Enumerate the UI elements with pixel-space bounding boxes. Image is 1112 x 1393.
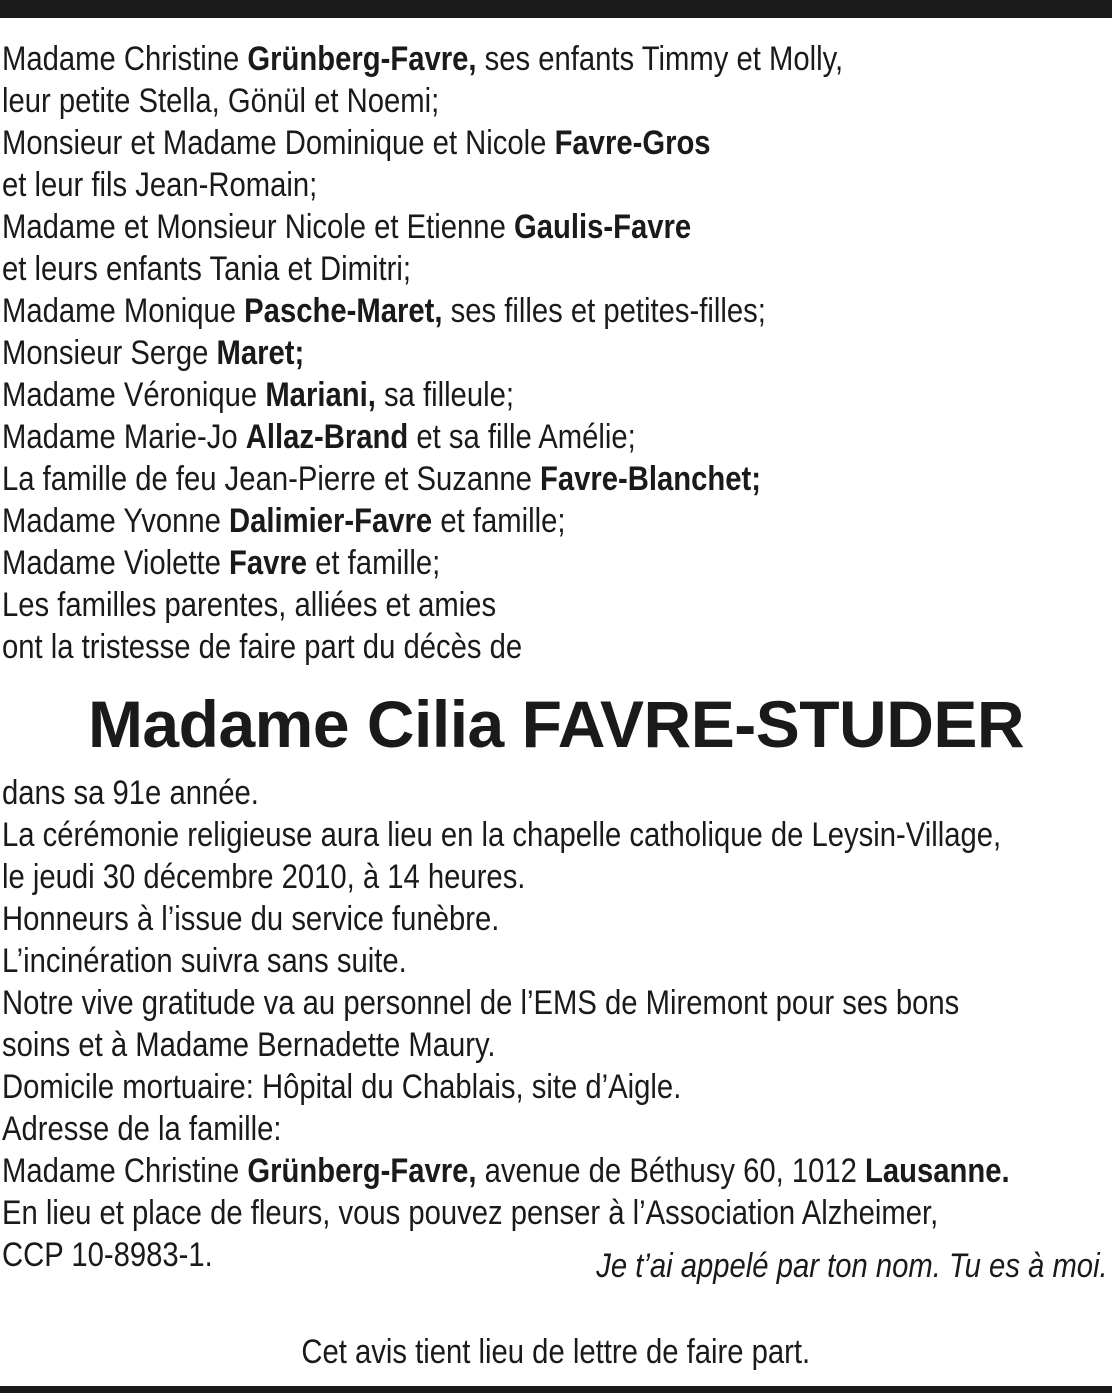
family-name: Dalimier-Favre	[229, 502, 433, 540]
text-line	[2, 1066, 1105, 1108]
text-segment: leur petite Stella, Gönül et Noemi;	[2, 82, 440, 120]
text-segment: Monsieur Serge	[2, 334, 217, 372]
family-name: Maret;	[216, 334, 305, 372]
text-segment: L’incinération suivra sans suite.	[2, 942, 407, 980]
text-line	[2, 248, 1105, 290]
text-segment: et leur fils Jean-Romain;	[2, 166, 318, 204]
text-segment: et sa fille Amélie;	[408, 418, 636, 456]
text-line	[2, 374, 1105, 416]
family-name: Grünberg-Favre,	[247, 1152, 477, 1190]
text-segment: Monsieur et Madame Dominique et Nicole	[2, 124, 555, 162]
text-segment: Les familles parentes, alliées et amies	[2, 586, 497, 624]
text-line	[2, 500, 1105, 542]
text-segment: Notre vive gratitude va au personnel de l’EMS de Miremont pour ses bons	[2, 984, 960, 1022]
family-name: Favre-Blanchet;	[540, 460, 762, 498]
family-name: Favre-Gros	[554, 124, 711, 162]
family-name: Pasche-Maret,	[244, 292, 443, 330]
text-segment: CCP 10-8983-1.	[2, 1236, 213, 1274]
deceased-name: Madame Cilia FAVRE-STUDER	[87, 687, 1025, 761]
family-name: Allaz-Brand	[245, 418, 409, 456]
family-name: Favre	[229, 544, 308, 582]
text-line	[2, 1108, 1105, 1150]
text-line	[2, 1192, 1105, 1234]
text-line	[2, 1150, 1105, 1192]
family-name: Lausanne.	[865, 1152, 1010, 1190]
text-line	[2, 898, 1105, 940]
text-line	[2, 542, 1105, 584]
text-segment: Madame Violette	[2, 544, 230, 582]
text-line	[2, 458, 1105, 500]
text-segment: Adresse de la famille:	[2, 1110, 282, 1148]
closing-text: Cet avis tient lieu de lettre de faire part.	[301, 1333, 811, 1371]
text-segment: Madame Monique	[2, 292, 245, 330]
text-line	[2, 1024, 1105, 1066]
text-segment: La cérémonie religieuse aura lieu en la chapelle catholique de Leysin-Village,	[2, 816, 1002, 854]
text-segment: et leurs enfants Tania et Dimitri;	[2, 250, 412, 288]
text-segment: dans sa 91e année.	[2, 774, 259, 812]
scripture-quote: Je t’ai appelé par ton nom. Tu es à moi.	[596, 1247, 1108, 1285]
text-segment: avenue de Béthusy 60, 1012	[476, 1152, 866, 1190]
text-line	[2, 122, 1105, 164]
text-segment: Madame Christine	[2, 1152, 248, 1190]
text-line	[2, 940, 1105, 982]
text-line	[2, 332, 1105, 374]
text-line	[2, 814, 1105, 856]
text-segment: La famille de feu Jean-Pierre et Suzanne	[2, 460, 541, 498]
text-line	[2, 772, 1105, 814]
top-rule	[0, 0, 1112, 18]
text-segment: Madame Marie-Jo	[2, 418, 246, 456]
bottom-rule	[0, 1386, 1112, 1393]
text-segment: Honneurs à l’issue du service funèbre.	[2, 900, 500, 938]
text-line	[2, 80, 1105, 122]
text-line	[2, 626, 1105, 668]
text-line	[2, 290, 1105, 332]
text-line	[2, 206, 1105, 248]
text-line	[2, 856, 1105, 898]
text-segment: ses enfants Timmy et Molly,	[476, 40, 844, 78]
family-name: Mariani,	[265, 376, 376, 414]
family-name: Grünberg-Favre,	[247, 40, 477, 78]
family-announcement	[2, 38, 1108, 668]
text-segment: et famille;	[432, 502, 566, 540]
text-segment: et famille;	[307, 544, 441, 582]
text-segment: le jeudi 30 décembre 2010, à 14 heures.	[2, 858, 526, 896]
text-segment: Madame Véronique	[2, 376, 266, 414]
text-segment: ses filles et petites-filles;	[442, 292, 766, 330]
text-segment: Madame Yvonne	[2, 502, 230, 540]
text-segment: sa filleule;	[375, 376, 514, 414]
text-segment: Madame Christine	[2, 40, 248, 78]
family-name: Gaulis-Favre	[513, 208, 692, 246]
text-segment: Madame et Monsieur Nicole et Etienne	[2, 208, 514, 246]
ceremony-details	[2, 772, 1108, 1276]
text-line	[2, 584, 1105, 626]
text-line	[2, 38, 1105, 80]
text-segment: En lieu et place de fleurs, vous pouvez penser à l’Association Alzheimer,	[2, 1194, 939, 1232]
text-line	[2, 416, 1105, 458]
text-segment: ont la tristesse de faire part du décès de	[2, 628, 523, 666]
text-segment: soins et à Madame Bernadette Maury.	[2, 1026, 496, 1064]
text-line	[2, 164, 1105, 206]
text-segment: Domicile mortuaire: Hôpital du Chablais, site d’Aigle.	[2, 1068, 682, 1106]
closing-note	[0, 1331, 1112, 1373]
text-line	[2, 982, 1105, 1024]
